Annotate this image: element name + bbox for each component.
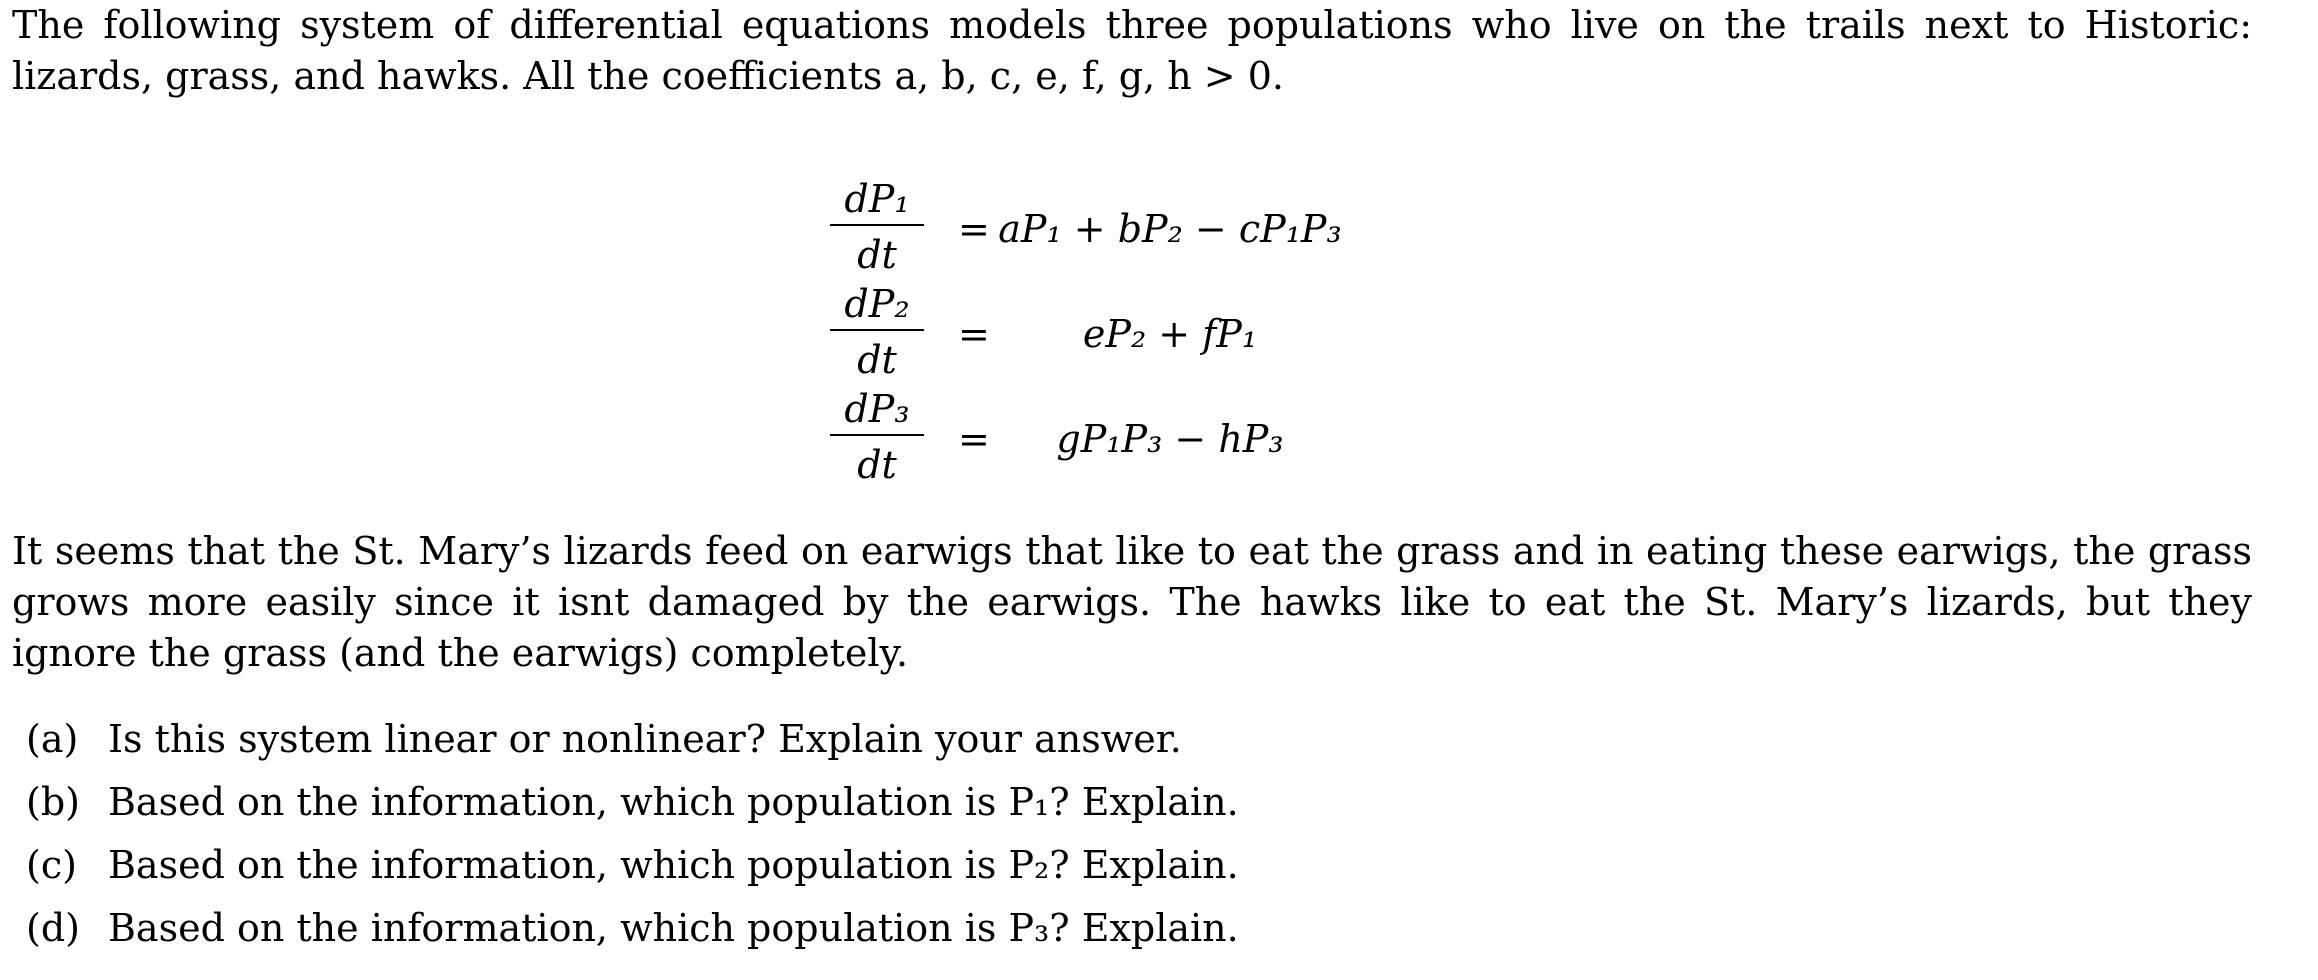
equals-sign: = — [958, 312, 990, 356]
question-label: (d) — [26, 906, 80, 950]
intro-paragraph: The following system of differential equations models three populations who live on the trails next to Historic: lizards, grass, and hawks. All the coefficients a, b, c, e, f, g, h > 0. — [12, 3, 2252, 98]
question-item-d — [26, 903, 1239, 966]
derivative-numerator: dP₁ — [844, 177, 910, 221]
question-text: Based on the information, which population is P₃? Explain. — [108, 906, 1239, 950]
fraction-bar — [830, 329, 924, 331]
equation-rhs: gP₁P₃ − hP₃ — [1056, 417, 1284, 461]
equation-row-1 — [830, 176, 1390, 281]
equation-row-3 — [830, 386, 1390, 491]
equals-sign: = — [958, 207, 990, 251]
question-label: (c) — [26, 843, 77, 887]
equation-rhs: aP₁ + bP₂ − cP₁P₃ — [998, 207, 1342, 251]
equation-row-2 — [830, 281, 1390, 386]
derivative-fraction — [830, 386, 924, 488]
equals-sign: = — [958, 417, 990, 461]
derivative-fraction — [830, 281, 924, 383]
question-list — [26, 714, 1239, 966]
question-text: Based on the information, which population is P₂? Explain. — [108, 843, 1239, 887]
question-item-b — [26, 777, 1239, 840]
fraction-bar — [830, 434, 924, 436]
derivative-numerator: dP₃ — [844, 387, 910, 431]
question-item-c — [26, 840, 1239, 903]
derivative-denominator: dt — [857, 443, 897, 487]
derivative-denominator: dt — [857, 338, 897, 382]
context-paragraph: It seems that the St. Mary’s lizards feed on earwigs that like to eat the grass and in eating these earwigs, the grass grows more easily since it isnt damaged by the earwigs. The hawks like to eat the St. Mary’s lizards, but they ignore the grass (and the earwigs) completely. — [12, 529, 2252, 675]
question-label: (b) — [26, 780, 80, 824]
fraction-bar — [830, 224, 924, 226]
derivative-fraction — [830, 176, 924, 278]
question-label: (a) — [26, 717, 79, 761]
derivative-numerator: dP₂ — [844, 282, 910, 326]
derivative-denominator: dt — [857, 233, 897, 277]
question-item-a — [26, 714, 1239, 777]
equation-system — [830, 176, 1390, 491]
question-text: Based on the information, which population is P₁? Explain. — [108, 780, 1239, 824]
question-text: Is this system linear or nonlinear? Explain your answer. — [108, 717, 1182, 761]
equation-rhs: eP₂ + fP₁ — [1082, 312, 1258, 356]
